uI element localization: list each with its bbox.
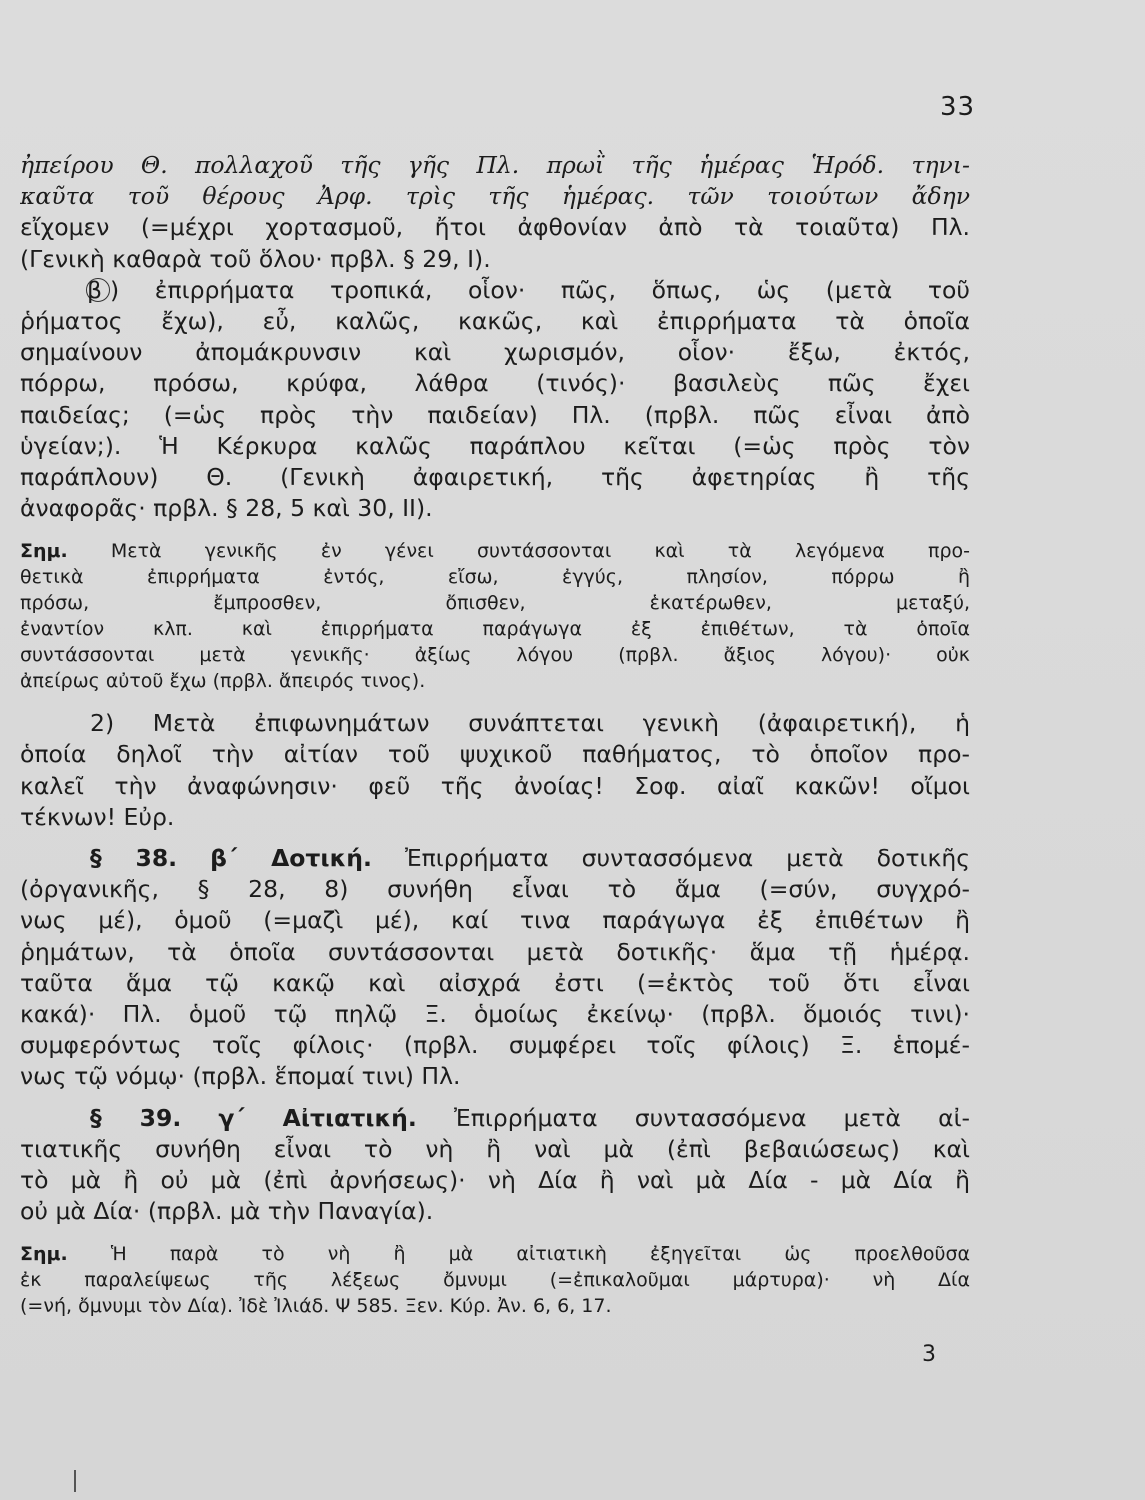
text-line: (Γενικὴ καθαρὰ τοῦ ὅλου· πρβλ. § 29, I). (20, 244, 491, 273)
text-line: ῥημάτων, τὰ ὁποῖα συντάσσονται μετὰ δοτικῆς· ἅμα τῇ ἡμέρᾳ. (20, 937, 970, 966)
page-number: 33 (940, 92, 976, 122)
text-line: ἀπείρως αὐτοῦ ἔχω (πρβλ. ἄπειρός τινος). (20, 670, 426, 693)
text-line: σημαίνουν ἀπομάκρυνσιν καὶ χωρισμόν, οἷον· ἔξω, ἐκτός, (20, 338, 970, 367)
text-line-content: ) ἐπιρρήματα τροπικά, οἷον· πῶς, ὅπως, ὡς (μετὰ τοῦ (110, 275, 970, 304)
text-line (20, 843, 970, 874)
text-line: (ὀργανικῆς, § 28, 8) συνήθη εἶναι τὸ ἅμα (=σύν, συγχρό- (20, 875, 970, 904)
text-line: 2) Μετὰ ἐπιφωνημάτων συνάπτεται γενικὴ (ἀφαιρετική), ἡ (90, 709, 970, 738)
text-line-content: Ἡ παρὰ τὸ νὴ ἢ μὰ αἰτιατικὴ ἐξηγεῖται ὡς προελθοῦσα (110, 1243, 970, 1266)
text-line: οὐ μὰ Δία· (πρβλ. μὰ τὴν Παναγία). (20, 1197, 434, 1226)
paragraph-modal-adverbs (20, 275, 970, 525)
text-line: (=νή, ὄμνυμι τὸν Δία). Ἰδὲ Ἰλιάδ. Ψ 585. Ξεν. Κύρ. Ἀν. 6, 6, 17. (20, 1295, 612, 1318)
circled-marker: β (86, 278, 110, 302)
text-line: ῥήματος ἔχω), εὖ, καλῶς, κακῶς, καὶ ἐπιρρήματα τὰ ὁποῖα (20, 306, 970, 335)
margin-pencil-mark (74, 1470, 76, 1492)
text-line: τὸ μὰ ἢ οὐ μὰ (ἐπὶ ἀρνήσεως)· νὴ Δία ἢ ναὶ μὰ Δία - μὰ Δία ἢ (20, 1165, 970, 1194)
section-heading: γ΄ Αἰτιατική. (218, 1103, 417, 1132)
text-line (20, 275, 970, 306)
text-line: ὑγείαν;). Ἡ Κέρκυρα καλῶς παράπλου κεῖται (=ὡς πρὸς τὸν (20, 431, 970, 460)
note-oath-accusative (20, 1241, 970, 1319)
note-label: Σημ. (20, 540, 68, 563)
body-text (20, 150, 970, 1319)
text-line: καῦτα τοῦ θέρους Ἀρφ. τρὶς τῆς ἡμέρας. τῶν τοιούτων ἄδην (20, 182, 970, 211)
text-line: παιδείας; (=ὡς πρὸς τὴν παιδείαν) Πλ. (πρβλ. πῶς εἶναι ἀπὸ (20, 400, 970, 429)
text-line: ἐναντίον κλπ. καὶ ἐπιρρήματα παράγωγα ἐξ ἐπιθέτων, τὰ ὁποῖα (20, 618, 970, 641)
text-line (20, 538, 970, 564)
note-label: Σημ. (20, 1243, 68, 1266)
text-line: παράπλουν) Θ. (Γενικὴ ἀφαιρετική, τῆς ἀφετηρίας ἢ τῆς (20, 462, 970, 491)
paragraph-interjections (20, 708, 970, 833)
section-number: § 38. (90, 844, 178, 872)
text-line: συντάσσονται μετὰ γενικῆς· ἀξίως λόγου (πρβλ. ἄξιος λόγου)· οὐκ (20, 644, 970, 667)
text-line: τιατικῆς συνήθη εἶναι τὸ νὴ ἢ ναὶ μὰ (ἐπὶ βεβαιώσεως) καὶ (20, 1134, 970, 1163)
section-38-dative (20, 843, 970, 1093)
text-line: πρόσω, ἔμπροσθεν, ὄπισθεν, ἑκατέρωθεν, μεταξύ, (20, 592, 970, 615)
section-number: § 39. (90, 1103, 182, 1132)
signature-mark: 3 (922, 1342, 936, 1367)
text-line: πόρρω, πρόσω, κρύφα, λάθρα (τινός)· βασιλεὺς πῶς ἔχει (20, 369, 970, 398)
text-line (20, 1103, 970, 1134)
text-line-content: Ἐπιρρήματα συντασσόμενα μετὰ αἰ- (454, 1103, 970, 1132)
text-line: καλεῖ τὴν ἀναφώνησιν· φεῦ τῆς ἀνοίας! Σοφ. αἰαῖ κακῶν! οἴμοι (20, 771, 970, 800)
text-line: συμφερόντως τοῖς φίλοις· (πρβλ. συμφέρει τοῖς φίλοις) Ξ. ἑπομέ- (20, 1031, 970, 1060)
text-line: κακά)· Πλ. ὁμοῦ τῷ πηλῷ Ξ. ὁμοίως ἐκείνῳ· (πρβλ. ὅμοιός τινι)· (20, 999, 970, 1028)
text-line-content: Ἐπιρρήματα συντασσόμενα μετὰ δοτικῆς (404, 844, 970, 872)
text-line: ἀναφορᾶς· πρβλ. § 28, 5 καὶ 30, II). (20, 494, 433, 523)
text-line: νως μέ), ὁμοῦ (=μαζὶ μέ), καί τινα παράγωγα ἐξ ἐπιθέτων ἢ (20, 906, 970, 935)
paragraph-genitive-continuation (20, 150, 970, 275)
text-line: ταῦτα ἅμα τῷ κακῷ καὶ αἰσχρά ἐστι (=ἐκτὸς τοῦ ὅτι εἶναι (20, 968, 970, 997)
text-line: ὁποία δηλοῖ τὴν αἰτίαν τοῦ ψυχικοῦ παθήματος, τὸ ὁποῖον προ- (20, 740, 970, 769)
section-39-accusative (20, 1103, 970, 1228)
text-line: τέκνων! Εὐρ. (20, 802, 175, 831)
text-line: νως τῷ νόμῳ· (πρβλ. ἕπομαί τινι) Πλ. (20, 1062, 461, 1091)
text-line (20, 1241, 970, 1267)
text-line: ἐκ παραλείψεως τῆς λέξεως ὄμνυμι (=ἐπικαλοῦμαι μάρτυρα)· νὴ Δία (20, 1269, 970, 1292)
text-line: ἠπείρου Θ. πολλαχοῦ τῆς γῆς Πλ. πρωῒ τῆς ἡμέρας Ἡρόδ. τηνι- (20, 151, 970, 179)
text-line: θετικὰ ἐπιρρήματα ἐντός, εἴσω, ἐγγύς, πλησίον, πόρρω ἢ (20, 566, 970, 589)
note-prepositional-adverbs (20, 538, 970, 694)
text-line-content: Μετὰ γενικῆς ἐν γένει συντάσσονται καὶ τὰ λεγόμενα προ- (110, 540, 970, 563)
section-heading: β΄ Δοτική. (210, 844, 372, 872)
text-line: εἴχομεν (=μέχρι χορτασμοῦ, ἤτοι ἀφθονίαν ἀπὸ τὰ τοιαῦτα) Πλ. (20, 213, 970, 242)
